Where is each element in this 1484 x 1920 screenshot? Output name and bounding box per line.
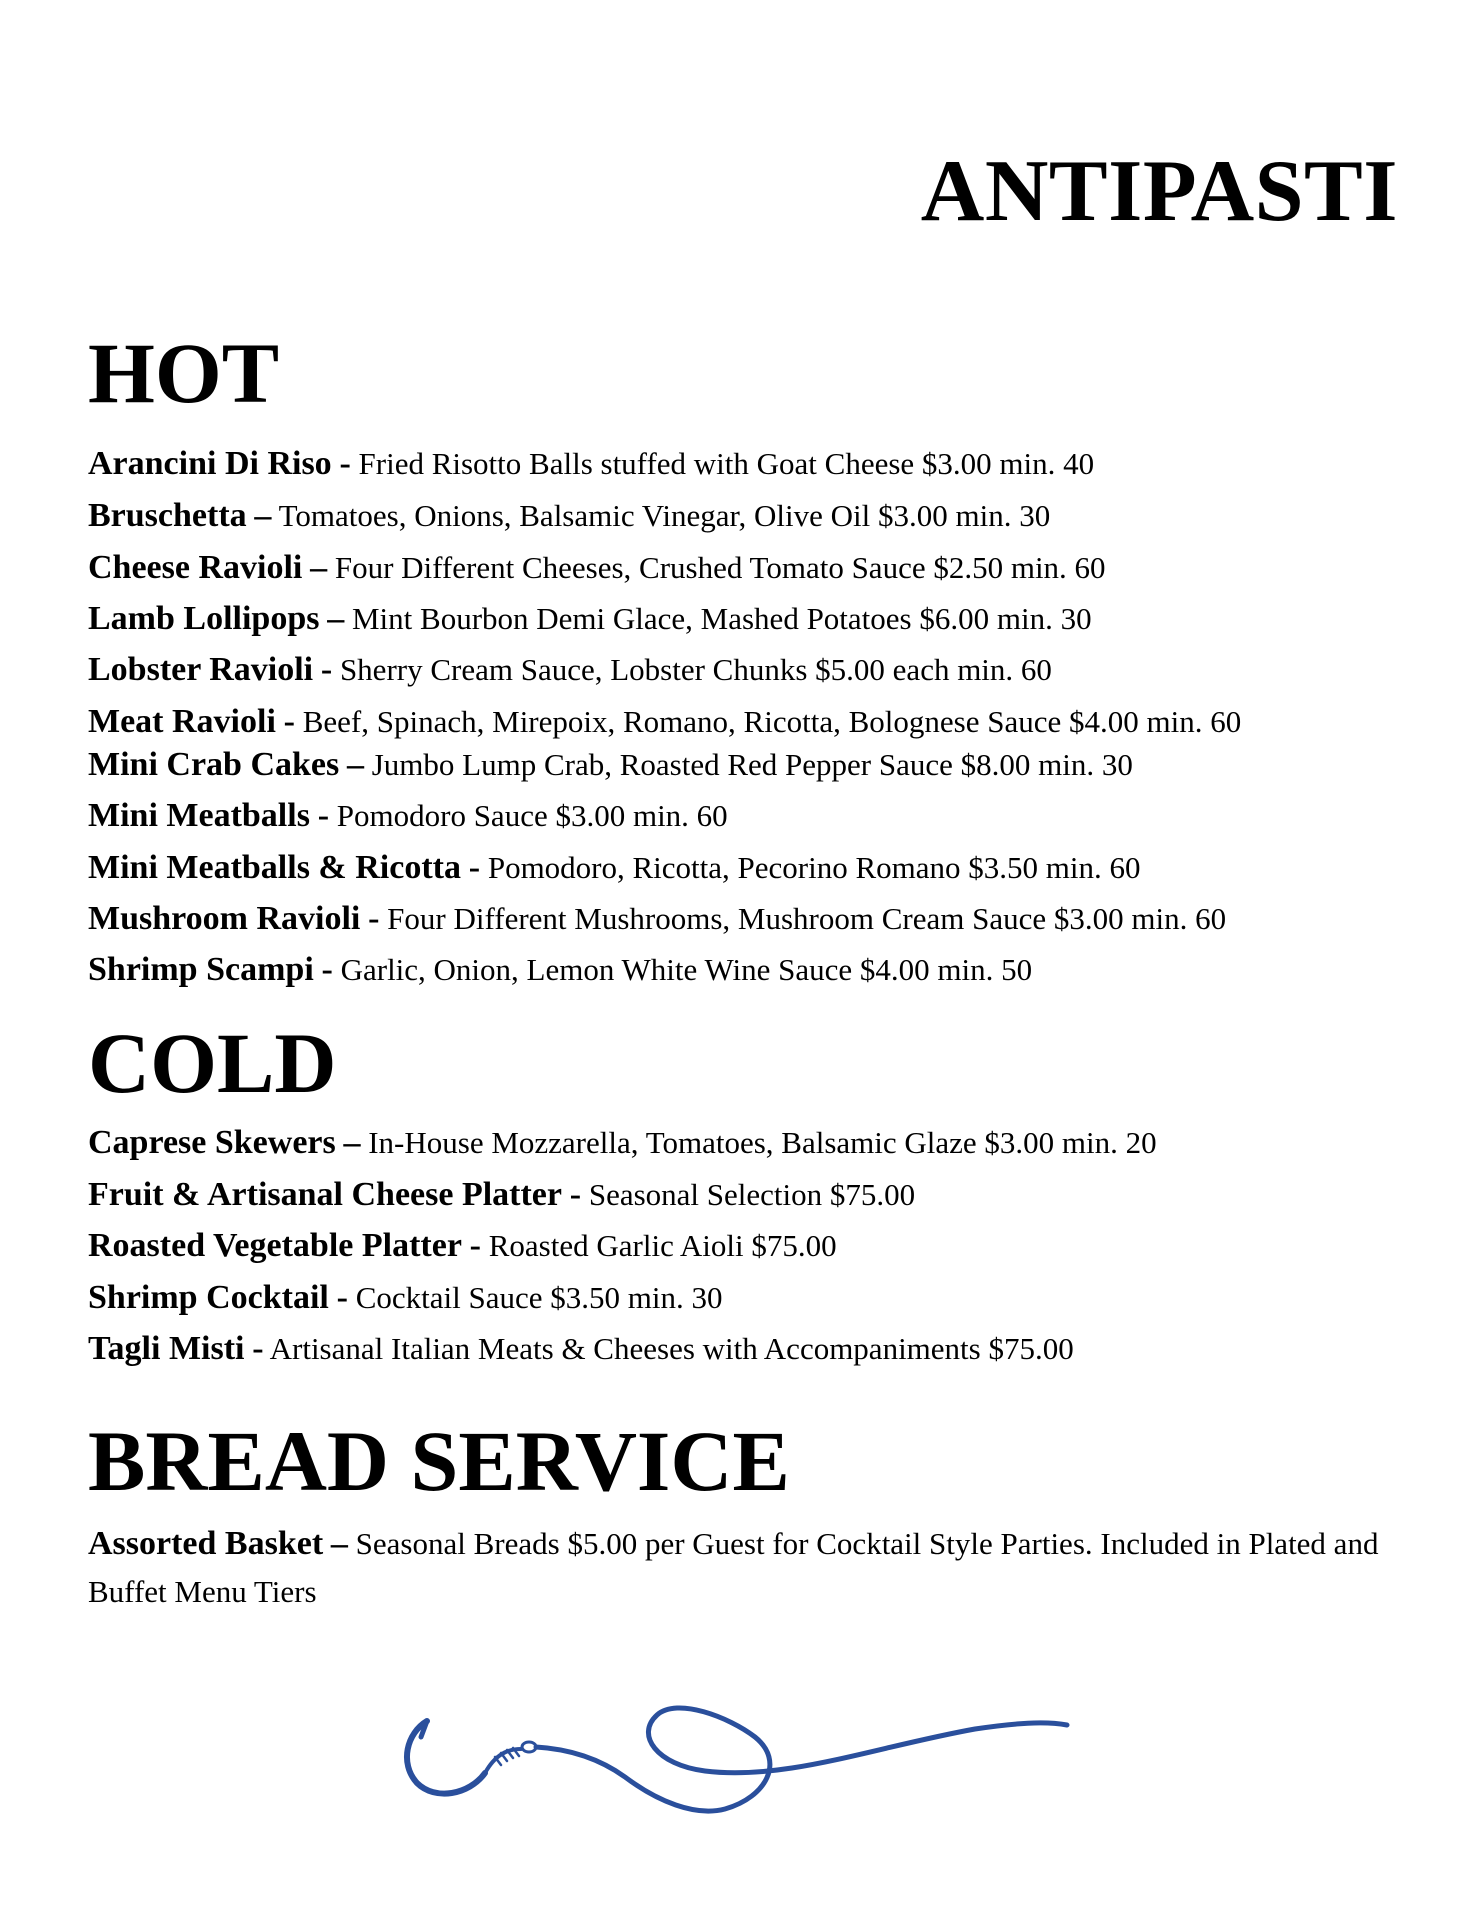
- item-name: Assorted Basket: [88, 1525, 324, 1562]
- page-title: ANTIPASTI: [920, 143, 1398, 240]
- item-separator: -: [317, 797, 330, 834]
- item-description: Seasonal Selection $75.00: [588, 1177, 916, 1212]
- item-name: Mushroom Ravioli: [88, 900, 361, 937]
- item-separator: -: [569, 1176, 582, 1213]
- item-separator: -: [321, 951, 333, 988]
- item-name: Mini Crab Cakes: [88, 746, 340, 783]
- section-heading-cold: COLD: [88, 1015, 337, 1111]
- item-separator: –: [343, 1124, 361, 1161]
- item-name: Cheese Ravioli: [88, 549, 303, 586]
- fish-hook-flourish-icon: [395, 1685, 1095, 1825]
- item-name: Tagli Misti: [88, 1330, 245, 1367]
- item-separator: -: [339, 445, 351, 482]
- item-description: Fried Risotto Balls stuffed with Goat Cheese $3.00 min. 40: [358, 446, 1095, 481]
- item-description: Pomodoro Sauce $3.00 min. 60: [336, 798, 728, 833]
- item-description: Roasted Garlic Aioli $75.00: [488, 1228, 837, 1263]
- item-description: Beef, Spinach, Mirepoix, Romano, Ricotta, Bolognese Sauce $4.00 min. 60: [302, 704, 1242, 739]
- item-name: Roasted Vegetable Platter: [88, 1227, 462, 1264]
- item-description: Jumbo Lump Crab, Roasted Red Pepper Sauce $8.00 min. 30: [371, 747, 1133, 782]
- item-separator: –: [254, 497, 272, 534]
- section-heading-bread-service: BREAD SERVICE: [88, 1413, 790, 1509]
- menu-item: [88, 1332, 1074, 1366]
- item-description: Pomodoro, Ricotta, Pecorino Romano $3.50 min. 60: [487, 850, 1141, 885]
- item-name: Lobster Ravioli: [88, 651, 314, 688]
- item-separator: –: [330, 1525, 348, 1562]
- item-description: Tomatoes, Onions, Balsamic Vinegar, Olive Oil $3.00 min. 30: [278, 498, 1051, 533]
- item-separator: -: [368, 900, 380, 937]
- item-name: Meat Ravioli: [88, 703, 276, 740]
- item-name: Shrimp Scampi: [88, 951, 314, 988]
- menu-item: [88, 602, 1092, 636]
- section-heading-hot: HOT: [88, 325, 280, 421]
- item-name: Bruschetta: [88, 497, 247, 534]
- menu-item: [88, 1281, 722, 1315]
- item-name: Mini Meatballs & Ricotta: [88, 849, 461, 886]
- menu-item: [88, 851, 1141, 885]
- item-description: Artisanal Italian Meats & Cheeses with Accompaniments $75.00: [269, 1331, 1074, 1366]
- menu-item: [88, 1126, 1157, 1160]
- item-name: Arancini Di Riso: [88, 445, 332, 482]
- item-description: Cocktail Sauce $3.50 min. 30: [355, 1280, 723, 1315]
- menu-item: [88, 953, 1032, 987]
- menu-item: [88, 1229, 837, 1263]
- item-description: Mint Bourbon Demi Glace, Mashed Potatoes $6.00 min. 30: [351, 601, 1092, 636]
- item-separator: -: [468, 849, 481, 886]
- item-separator: –: [346, 746, 364, 783]
- item-separator: -: [469, 1227, 481, 1264]
- item-name: Shrimp Cocktail: [88, 1279, 329, 1316]
- item-description: Seasonal Breads $5.00 per Guest for Cocktail Style Parties. Included in Plated and Buffet Menu Tiers: [88, 1526, 1379, 1609]
- item-separator: -: [252, 1330, 264, 1367]
- item-description: Garlic, Onion, Lemon White Wine Sauce $4.00 min. 50: [340, 952, 1033, 987]
- item-separator: -: [336, 1279, 348, 1316]
- item-separator: –: [327, 600, 345, 637]
- item-name: Lamb Lollipops: [88, 600, 320, 637]
- item-description: In-House Mozzarella, Tomatoes, Balsamic Glaze $3.00 min. 20: [368, 1125, 1157, 1160]
- item-description: Sherry Cream Sauce, Lobster Chunks $5.00 each min. 60: [339, 652, 1052, 687]
- item-separator: -: [320, 651, 333, 688]
- item-description: Four Different Cheeses, Crushed Tomato Sauce $2.50 min. 60: [334, 550, 1106, 585]
- item-description: Four Different Mushrooms, Mushroom Cream Sauce $3.00 min. 60: [387, 901, 1227, 936]
- menu-item: [88, 1520, 1418, 1616]
- menu-item: [88, 1178, 915, 1212]
- item-name: Fruit & Artisanal Cheese Platter: [88, 1176, 562, 1213]
- menu-item: [88, 705, 1241, 739]
- menu-item: [88, 447, 1094, 481]
- item-separator: –: [310, 549, 328, 586]
- menu-item: [88, 902, 1226, 936]
- menu-item: [88, 653, 1052, 687]
- menu-item: [88, 551, 1106, 585]
- item-name: Mini Meatballs: [88, 797, 310, 834]
- menu-item: [88, 748, 1133, 782]
- item-separator: -: [283, 703, 295, 740]
- menu-item: [88, 799, 728, 833]
- item-name: Caprese Skewers: [88, 1124, 336, 1161]
- menu-item: [88, 499, 1050, 533]
